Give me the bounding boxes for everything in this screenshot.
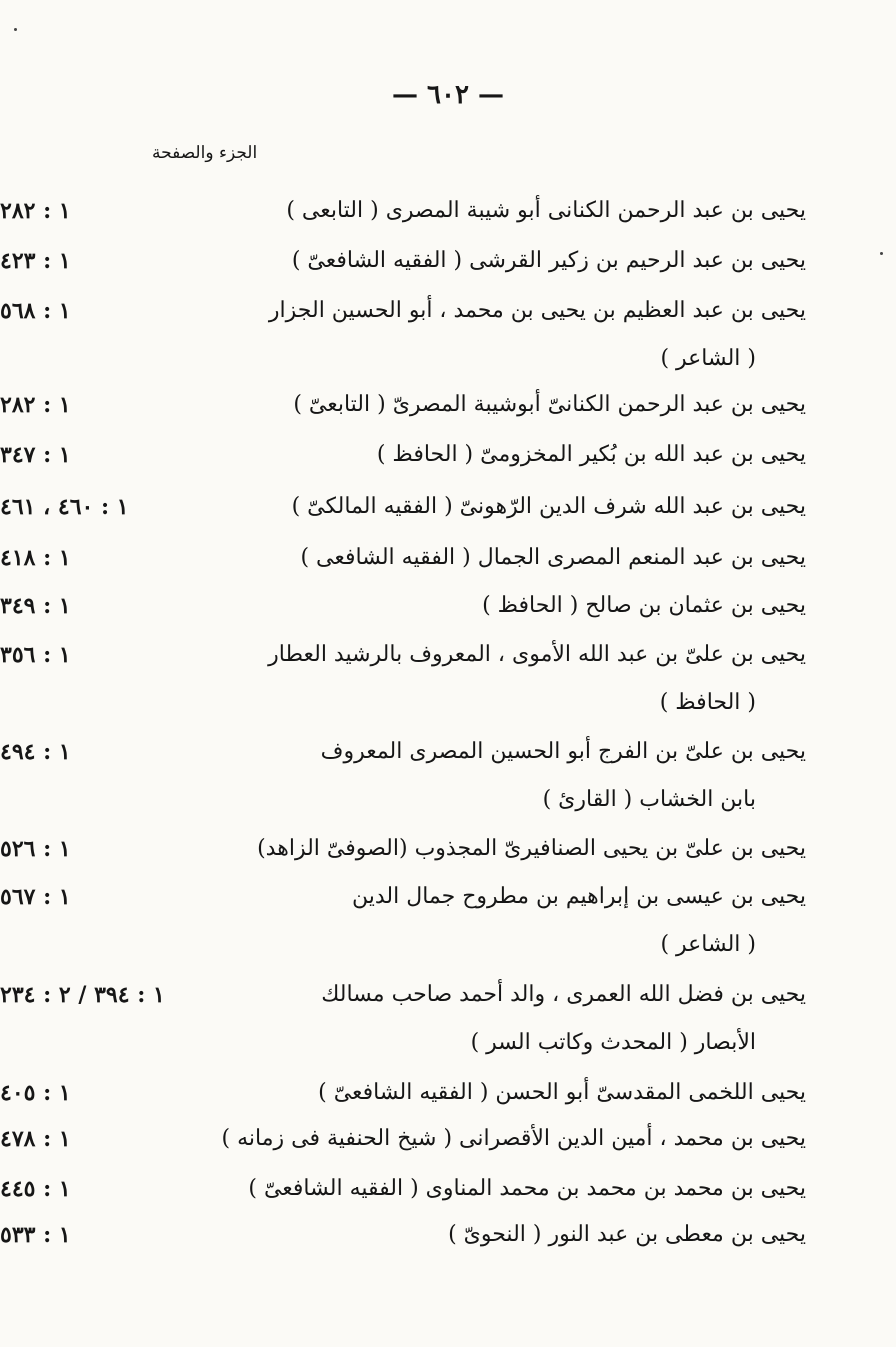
entry-reference: ١ : ٤٧٨ (0, 1126, 71, 1152)
paper-speck (880, 252, 883, 255)
entry-reference: ١ : ٥٣٣ (0, 1222, 71, 1248)
entry-name: يحيى بن عبد الرحيم بن زكير القرشى ( الفقيه الشافعىّ ) (291, 248, 806, 273)
entry-name: يحيى بن محمد ، أمين الدين الأقصرانى ( شيخ الحنفية فى زمانه ) (221, 1126, 806, 1151)
entry-name: يحيى بن عبد الله شرف الدين الرّهونىّ ( الفقيه المالكىّ ) (291, 494, 806, 519)
entry-name: يحيى بن محمد بن محمد بن محمد المناوى ( الفقيه الشافعىّ ) (248, 1176, 806, 1201)
entry-name: يحيى بن معطى بن عبد النور ( النحوىّ ) (448, 1222, 806, 1247)
entry-continuation: ( الشاعر ) (660, 932, 756, 957)
entry-reference: ١ : ٥٦٧ (0, 884, 71, 910)
entry-name: يحيى بن علىّ بن الفرج أبو الحسين المصرى المعروف (320, 739, 806, 764)
entry-name: يحيى بن عبد الرحمن الكنانىّ أبوشيبة المصرىّ ( التابعىّ ) (293, 392, 806, 417)
entry-reference: ١ : ٥٢٦ (0, 836, 71, 862)
entry-reference: ١ : ٣٥٦ (0, 642, 71, 668)
entry-reference: ١ : ٤٢٣ (0, 248, 71, 274)
entry-reference: ١ : ٣٤٧ (0, 442, 71, 468)
entry-reference: ١ : ٣٩٤ / ٢ : ٢٣٤ (0, 982, 165, 1008)
entry-continuation: الأبصار ( المحدث وكاتب السر ) (470, 1030, 756, 1055)
entry-name: يحيى بن فضل الله العمرى ، والد أحمد صاحب مسالك (321, 982, 806, 1007)
entry-reference: ١ : ٤٠٥ (0, 1080, 71, 1106)
entry-continuation: ( الحافظ ) (659, 690, 756, 715)
entry-reference: ١ : ٤١٨ (0, 545, 71, 571)
entry-reference: ١ : ٥٦٨ (0, 298, 71, 324)
entry-name: يحيى بن عبد العظيم بن يحيى بن محمد ، أبو الحسين الجزار (268, 298, 806, 323)
entry-name: يحيى بن عيسى بن إبراهيم بن مطروح جمال الدين (352, 884, 806, 909)
entry-reference: ١ : ٢٨٢ (0, 198, 71, 224)
entry-reference: ١ : ٤٤٥ (0, 1176, 71, 1202)
entry-name: يحيى اللخمى المقدسىّ أبو الحسن ( الفقيه الشافعىّ ) (318, 1080, 806, 1105)
entry-continuation: بابن الخشاب ( القارئ ) (542, 787, 756, 812)
column-header: الجزء والصفحة (152, 143, 258, 163)
entry-name: يحيى بن عثمان بن صالح ( الحافظ ) (482, 593, 806, 618)
entry-reference: ١ : ٤٦٠ ، ٤٦١ (0, 494, 129, 520)
page-number: — ٦٠٢ — (391, 80, 505, 110)
entry-reference: ١ : ٤٩٤ (0, 739, 71, 765)
paper-speck (14, 28, 17, 31)
entry-name: يحيى بن علىّ بن عبد الله الأموى ، المعروف بالرشيد العطار (268, 642, 806, 667)
entry-name: يحيى بن عبد الرحمن الكنانى أبو شيبة المصرى ( التابعى ) (286, 198, 806, 223)
entry-reference: ١ : ٢٨٢ (0, 392, 71, 418)
entry-name: يحيى بن عبد الله بن بُكير المخزومىّ ( الحافظ ) (376, 442, 806, 467)
entry-name: يحيى بن عبد المنعم المصرى الجمال ( الفقيه الشافعى ) (300, 545, 806, 570)
entry-reference: ١ : ٣٤٩ (0, 593, 71, 619)
entry-continuation: ( الشاعر ) (660, 346, 756, 371)
entry-name: يحيى بن علىّ بن يحيى الصنافيرىّ المجذوب (الصوفىّ الزاهد) (257, 836, 806, 861)
